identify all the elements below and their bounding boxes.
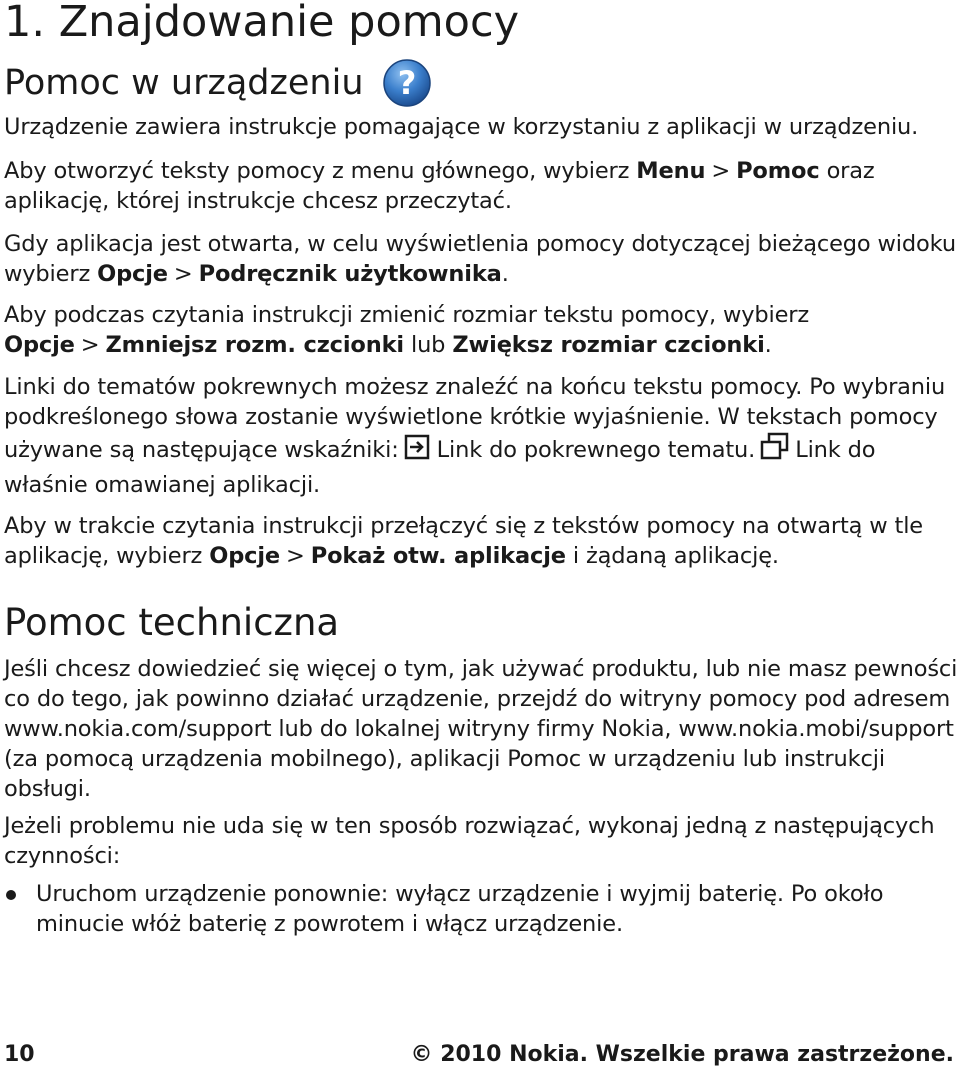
copyright: © 2010 Nokia. Wszelkie prawa zastrzeżone. [410,1042,954,1067]
current-app-link-icon [759,432,791,470]
section-heading-text: Pomoc w urządzeniu [4,63,364,103]
list-item: Uruchom urządzenie ponownie: wyłącz urządzenie i wyjmij baterię. Po około minucie włóż baterię z powrotem i włącz urządzenie. [4,879,958,939]
help-question-icon [382,58,432,108]
paragraph-context-help: Gdy aplikacja jest otwarta, w celu wyświetlenia pomocy dotyczącej bieżącego widoku wybierz Opcje > Podręcznik użytkownika. [4,231,956,287]
paragraph-support-info: Jeśli chcesz dowiedzieć się więcej o tym, jak używać produktu, lub nie masz pewności co do tego, jak powinno działać urządzenie, przejdź do witryny pomocy pod adresem www.nokia.com/support lub do lokalnej witryny firmy Nokia, www.nokia.mobi/support (za pomocą urządzenia mobilnego), aplikacji Pomoc w urządzeniu lub instrukcji obsługi. [4,656,958,802]
paragraph-troubleshoot: Jeżeli problemu nie uda się w ten sposób rozwiązać, wykonaj jedną z następujących czynności: [4,813,935,869]
paragraph-switch-app: Aby w trakcie czytania instrukcji przełączyć się z tekstów pomocy na otwartą w tle aplikację, wybierz Opcje > Pokaż otw. aplikacje i żądaną aplikację. [4,513,923,569]
section-heading-tech-support: Pomoc techniczna [4,601,340,644]
section-heading-device-help [4,58,432,108]
paragraph-font-size: Aby podczas czytania instrukcji zmienić rozmiar tekstu pomocy, wybierz Opcje > Zmniejsz rozm. czcionki lub Zwiększ rozmiar czcionki. [4,302,810,358]
svg-text:?: ? [397,64,416,102]
paragraph-open-help: Aby otworzyć teksty pomocy z menu głównego, wybierz Menu > Pomoc oraz aplikację, której instrukcje chcesz przeczytać. [4,158,875,214]
paragraph-intro: Urządzenie zawiera instrukcje pomagające w korzystaniu z aplikacji w urządzeniu. [4,114,919,140]
page-number: 10 [4,1042,35,1067]
paragraph-links: Linki do tematów pokrewnych możesz znaleźć na końcu tekstu pomocy. Po wybraniu podkreślonego słowa zostanie wyświetlone krótkie wyjaśnienie. W tekstach pomocy używane są następujące wskaźniki: Link do pokrewnego tematu. Link do właśnie omawianej aplikacji. [4,374,946,498]
troubleshoot-list [4,879,958,939]
related-link-icon [403,434,433,470]
chapter-title: 1. Znajdowanie pomocy [4,0,520,47]
